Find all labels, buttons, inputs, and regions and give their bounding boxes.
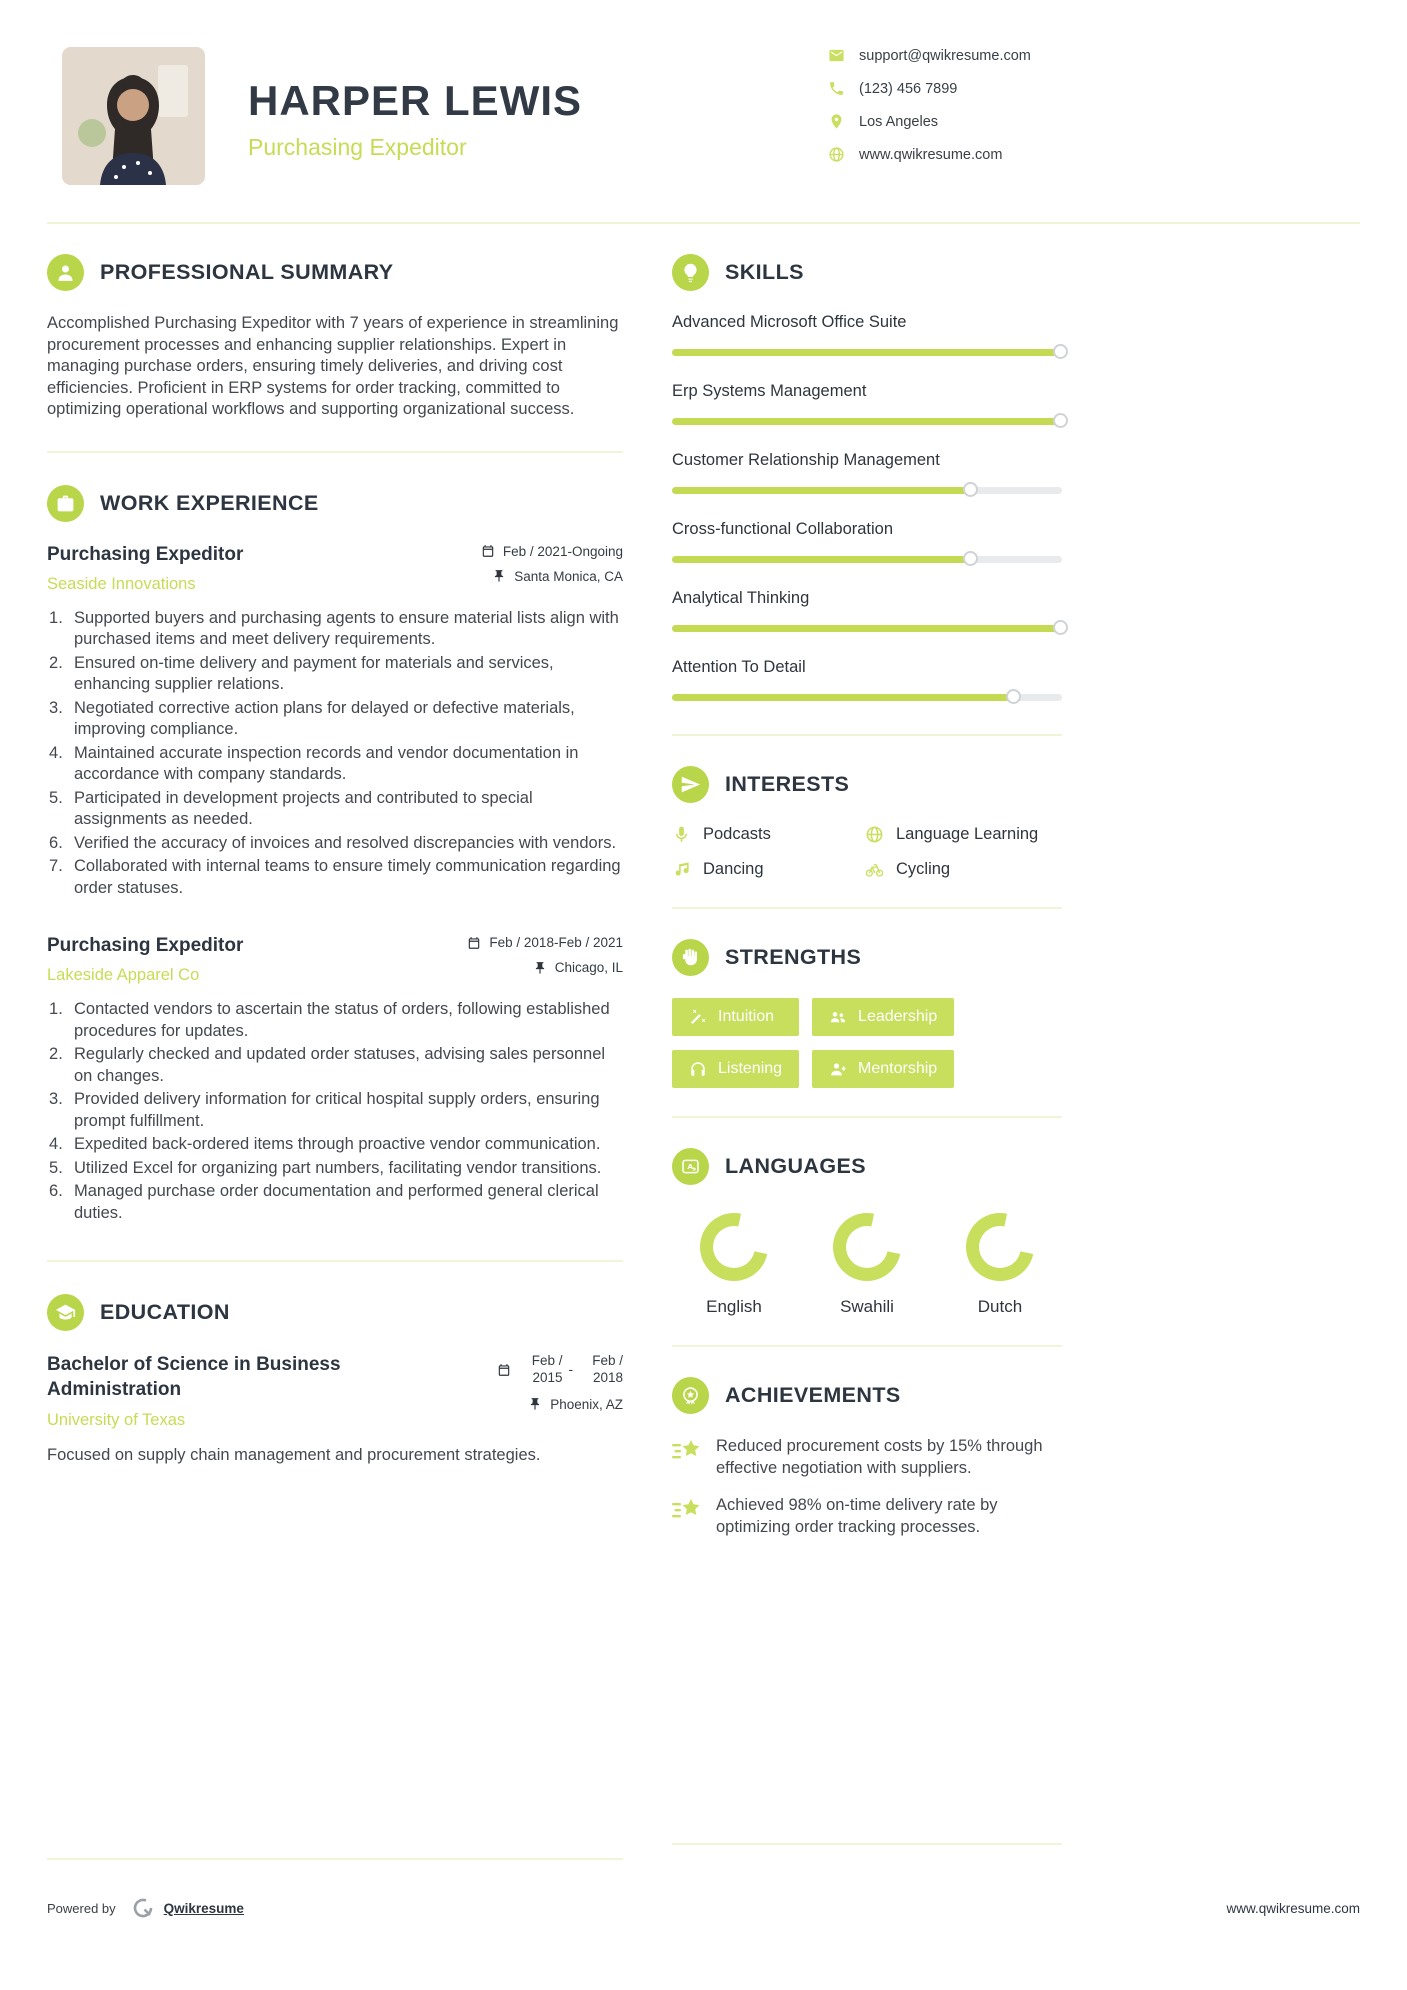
translate-icon	[672, 1148, 709, 1185]
job-location: Chicago, IL	[554, 960, 623, 975]
education-date-start: Feb / 2015	[531, 1353, 563, 1385]
experience-heading: WORK EXPERIENCE	[100, 490, 319, 515]
languages-row	[672, 1207, 1062, 1317]
person-title: Purchasing Expeditor	[248, 134, 467, 160]
left-column	[47, 254, 623, 1554]
language-progress-ring	[966, 1213, 1034, 1281]
shooting-star-icon	[672, 1497, 703, 1524]
interests-grid	[672, 825, 1062, 879]
languages-heading: LANGUAGES	[725, 1154, 866, 1178]
divider	[672, 1345, 1062, 1347]
email-icon	[828, 47, 845, 64]
achievement-item	[672, 1436, 1062, 1479]
education-degree: Bachelor of Science in Business Administration	[47, 1354, 341, 1400]
slider-knob	[1006, 689, 1021, 704]
globe-icon	[865, 825, 884, 844]
skill-label: Customer Relationship Management	[672, 451, 940, 469]
section-interests	[672, 766, 1062, 803]
section-professional-summary	[47, 254, 623, 291]
graduation-cap-icon	[47, 1294, 84, 1331]
achievement-item	[672, 1495, 1062, 1538]
job-bullet: Participated in development projects and contributed to special assignments as needed.	[74, 788, 533, 828]
divider	[672, 1116, 1062, 1118]
interests-heading: INTERESTS	[725, 772, 850, 796]
section-skills	[672, 254, 1062, 291]
achievements-heading: ACHIEVEMENTS	[725, 1383, 901, 1407]
section-languages	[672, 1148, 1062, 1185]
achievement-text: Reduced procurement costs by 15% through effective negotiation with suppliers.	[716, 1437, 1043, 1477]
skill-slider	[672, 344, 1062, 361]
lightbulb-icon	[672, 254, 709, 291]
section-strengths	[672, 939, 1062, 976]
contact-item-email	[828, 47, 1031, 64]
footer-website[interactable]: www.qwikresume.com	[1226, 1900, 1360, 1916]
skill-row	[672, 520, 1062, 568]
calendar-icon	[467, 936, 481, 950]
music-note-icon	[672, 860, 691, 879]
job-bullet-list	[47, 608, 623, 900]
svg-text:A: A	[687, 1161, 694, 1171]
strength-chip	[672, 1050, 799, 1088]
strength-label: Mentorship	[858, 1060, 938, 1077]
strength-chip	[812, 998, 954, 1036]
job-entry-2	[47, 935, 623, 1224]
interest-label: Podcasts	[703, 825, 771, 843]
phone-icon	[828, 80, 845, 97]
contact-list	[828, 47, 1031, 179]
pushpin-icon	[533, 961, 547, 975]
job-bullet: Negotiated corrective action plans for delayed or defective materials, improving compliance.	[74, 698, 575, 738]
slider-knob	[1053, 344, 1068, 359]
job-title: Purchasing Expeditor	[47, 935, 244, 956]
strength-label: Listening	[718, 1060, 783, 1077]
skill-row	[672, 451, 1062, 499]
interest-label: Language Learning	[896, 825, 1039, 843]
strength-chip	[812, 1050, 954, 1088]
medal-star-icon	[672, 1377, 709, 1414]
skill-row	[672, 382, 1062, 430]
language-progress-ring	[833, 1213, 901, 1281]
slider-knob	[963, 482, 978, 497]
education-description: Focused on supply chain management and procurement strategies.	[47, 1446, 541, 1465]
header	[0, 47, 1407, 222]
job-bullet: Verified the accuracy of invoices and resolved discrepancies with vendors.	[74, 833, 617, 852]
interest-item	[672, 825, 865, 844]
skill-row	[672, 313, 1062, 361]
contact-item-location	[828, 113, 1031, 130]
education-entry	[47, 1353, 623, 1465]
slider-knob	[1053, 620, 1068, 635]
language-label: Swahili	[840, 1297, 894, 1316]
language-label: Dutch	[977, 1297, 1023, 1316]
divider	[672, 734, 1062, 736]
section-education	[47, 1294, 623, 1331]
summary-text: Accomplished Purchasing Expeditor with 7 years of experience in streamlining procurement processes and enhancing supplier relationships. Expert in managing purchase orders, ensuring timely deliveries, and driving cost efficiencies. Proficient in ERP systems for order tracking, committed to optimizing operational workflows and supporting organizational success.	[47, 314, 619, 418]
job-dates: Feb / 2018-Feb / 2021	[489, 935, 623, 950]
skill-label: Attention To Detail	[672, 658, 806, 676]
job-bullet: Maintained accurate inspection records and vendor documentation in accordance with company standards.	[74, 743, 579, 783]
qwikresume-link[interactable]: Qwikresume	[163, 1900, 244, 1916]
contact-email[interactable]: support@qwikresume.com	[859, 47, 1031, 64]
language-item	[952, 1213, 1048, 1317]
job-title: Purchasing Expeditor	[47, 543, 244, 565]
briefcase-icon	[47, 485, 84, 522]
job-bullet: Regularly checked and updated order statuses, advising sales personnel on changes.	[74, 1045, 606, 1085]
job-company: Seaside Innovations	[47, 574, 196, 593]
education-heading: EDUCATION	[100, 1300, 230, 1324]
job-bullet: Supported buyers and purchasing agents to ensure material lists align with purchased items and meet delivery requirements.	[74, 608, 619, 648]
contact-phone: (123) 456 7899	[859, 80, 958, 97]
language-label: English	[706, 1297, 762, 1316]
language-item	[686, 1213, 782, 1317]
job-bullet-list	[47, 999, 623, 1224]
language-item	[819, 1213, 915, 1317]
strength-label: Leadership	[858, 1008, 938, 1025]
slider-knob	[963, 551, 978, 566]
pushpin-icon	[528, 1397, 542, 1411]
skill-label: Cross-functional Collaboration	[672, 520, 894, 538]
profile-photo	[62, 47, 205, 185]
job-bullet: Utilized Excel for organizing part numbers, facilitating vendor transitions.	[74, 1158, 602, 1177]
achievement-text: Achieved 98% on-time delivery rate by optimizing order tracking processes.	[716, 1496, 998, 1536]
job-location: Santa Monica, CA	[514, 568, 623, 584]
job-bullet: Collaborated with internal teams to ensure timely communication regarding order statuses.	[74, 857, 621, 897]
job-bullet: Provided delivery information for critical hospital supply orders, ensuring prompt fulfillment.	[74, 1090, 600, 1130]
contact-website[interactable]: www.qwikresume.com	[859, 146, 1003, 163]
person-name: HARPER LEWIS	[248, 77, 583, 124]
job-entry-1	[47, 544, 623, 900]
interest-item	[865, 825, 1062, 844]
contact-location: Los Angeles	[859, 113, 939, 130]
interest-label: Cycling	[896, 860, 951, 878]
right-column	[672, 254, 1062, 1554]
paper-plane-icon	[672, 766, 709, 803]
job-dates: Feb / 2021-Ongoing	[502, 543, 623, 559]
skills-heading: SKILLS	[725, 260, 804, 284]
summary-heading: PROFESSIONAL SUMMARY	[100, 260, 394, 284]
section-work-experience	[47, 485, 623, 522]
powered-by-label: Powered by	[47, 1900, 116, 1916]
section-achievements	[672, 1377, 1062, 1414]
strength-chip	[672, 998, 799, 1036]
headphones-icon	[689, 1060, 707, 1078]
divider	[672, 907, 1062, 909]
skill-label: Analytical Thinking	[672, 589, 810, 607]
shooting-star-icon	[672, 1438, 703, 1465]
skill-slider	[672, 413, 1062, 430]
fist-icon	[672, 939, 709, 976]
people-icon	[829, 1008, 847, 1026]
skill-slider	[672, 482, 1062, 499]
divider	[47, 1858, 623, 1860]
skill-slider	[672, 551, 1062, 568]
person-icon	[47, 254, 84, 291]
job-bullet: Expedited back-ordered items through proactive vendor communication.	[74, 1135, 601, 1153]
skill-slider	[672, 620, 1062, 637]
interest-item	[865, 860, 1062, 879]
bicycle-icon	[865, 860, 884, 879]
skill-row	[672, 658, 1062, 706]
skill-slider	[672, 689, 1062, 706]
education-location: Phoenix, AZ	[550, 1396, 623, 1412]
location-icon	[828, 113, 845, 130]
strength-label: Intuition	[718, 1008, 775, 1025]
skill-row	[672, 589, 1062, 637]
strengths-chips	[672, 998, 1062, 1088]
job-bullet: Ensured on-time delivery and payment for materials and services, enhancing supplier relations.	[74, 653, 554, 693]
calendar-icon	[497, 1363, 511, 1377]
divider	[47, 451, 623, 453]
slider-knob	[1053, 413, 1068, 428]
magic-wand-icon	[689, 1008, 707, 1026]
education-date-separator: -	[568, 1362, 573, 1378]
interest-label: Dancing	[703, 860, 764, 878]
divider	[672, 1843, 1062, 1845]
interest-item	[672, 860, 865, 879]
skill-label: Advanced Microsoft Office Suite	[672, 313, 907, 331]
divider	[47, 1260, 623, 1262]
job-bullet: Contacted vendors to ascertain the status of orders, following established procedures for updates.	[74, 1000, 610, 1040]
education-date-end: Feb / 2018	[592, 1353, 623, 1385]
contact-item-phone	[828, 80, 1031, 97]
person-plus-icon	[829, 1060, 847, 1078]
microphone-icon	[672, 825, 691, 844]
skill-label: Erp Systems Management	[672, 382, 867, 400]
job-bullet: Managed purchase order documentation and performed general clerical duties.	[74, 1182, 599, 1222]
profile-photo-placeholder	[62, 47, 205, 185]
contact-item-website	[828, 146, 1031, 163]
globe-icon	[828, 146, 845, 163]
education-school: University of Texas	[47, 1411, 186, 1430]
job-company: Lakeside Apparel Co	[47, 966, 200, 984]
strengths-heading: STRENGTHS	[725, 945, 862, 969]
pushpin-icon	[492, 569, 506, 583]
calendar-icon	[481, 544, 495, 558]
qwikresume-logo-icon	[130, 1895, 156, 1921]
language-progress-ring	[700, 1213, 768, 1281]
footer	[47, 1895, 1360, 1921]
